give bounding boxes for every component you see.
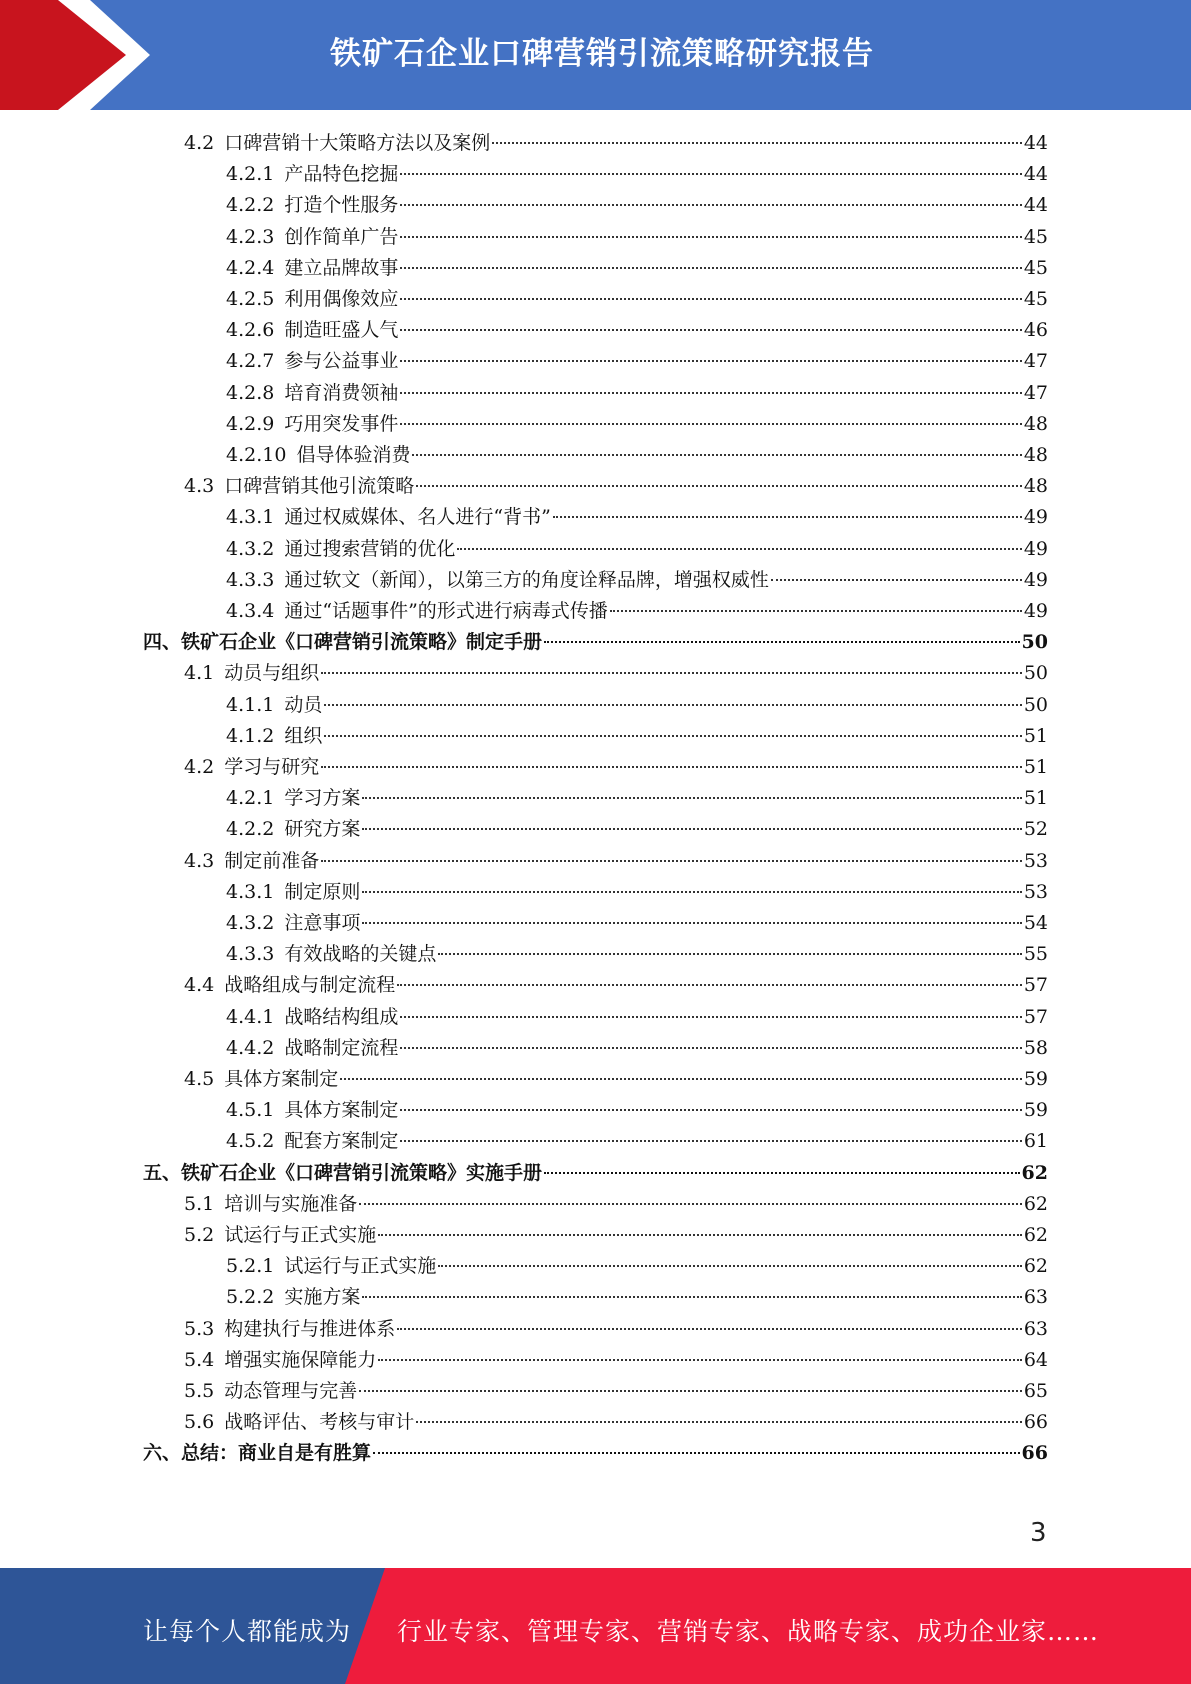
toc-dot-leader [378, 1359, 1022, 1361]
toc-dot-leader [400, 392, 1021, 394]
toc-entry-number: 4.2 [184, 756, 215, 778]
toc-dot-leader [359, 1390, 1022, 1392]
toc-entry[interactable] [184, 752, 1048, 783]
toc-dot-leader [400, 1109, 1021, 1111]
toc-dot-leader [400, 173, 1021, 175]
toc-entry-number: 4.3.3 [226, 568, 275, 591]
toc-entry-number: 5.3 [184, 1317, 215, 1340]
toc-entry[interactable] [184, 970, 1048, 1001]
toc-entry[interactable] [184, 658, 1048, 689]
toc-entry[interactable] [226, 315, 1048, 346]
toc-entry[interactable] [226, 159, 1048, 190]
toc-entry-title: 制定前准备 [224, 849, 320, 872]
toc-entry-number: 4.3.1 [226, 880, 275, 903]
toc-entry-page: 51 [1023, 724, 1048, 747]
toc-entry-title: 口碑营销十大策略方法以及案例 [224, 132, 491, 154]
toc-entry-title: 学习方案 [284, 787, 361, 810]
document-title: 铁矿石企业口碑营销引流策略研究报告 [330, 36, 874, 72]
toc-entry[interactable] [184, 1064, 1048, 1095]
toc-entry-number: 4.3.3 [226, 943, 275, 966]
toc-entry-page: 54 [1023, 912, 1048, 934]
toc-entry-title: 战略制定流程 [284, 1036, 399, 1059]
toc-dot-leader [553, 516, 1022, 518]
toc-dot-leader [362, 828, 1021, 830]
toc-entry-number: 4.2.8 [226, 381, 275, 404]
toc-entry[interactable] [226, 346, 1048, 377]
toc-entry-number: 4.1 [184, 662, 215, 685]
toc-entry-title: 产品特色挖掘 [284, 163, 399, 186]
toc-dot-leader [492, 142, 1022, 144]
toc-entry[interactable] [226, 1126, 1048, 1157]
toc-entry-title: 构建执行与推进体系 [224, 1317, 396, 1340]
toc-entry-page: 66 [1021, 1442, 1048, 1465]
toc-entry-title: 有效战略的关键点 [284, 943, 437, 966]
toc-entry-page: 48 [1023, 444, 1048, 466]
toc-dot-leader [340, 1078, 1022, 1080]
toc-entry-title: 六、总结：商业自是有胜算 [143, 1442, 372, 1465]
toc-entry-number: 5.4 [184, 1348, 215, 1371]
toc-entry-page: 66 [1023, 1411, 1048, 1434]
toc-entry-title: 学习与研究 [224, 756, 320, 778]
toc-entry-number: 4.3.4 [226, 600, 275, 622]
toc-entry-page: 57 [1023, 974, 1048, 997]
toc-entry-number: 4.3.2 [226, 537, 275, 560]
toc-entry-number: 5.2.1 [226, 1255, 275, 1278]
toc-entry-title: 实施方案 [284, 1286, 361, 1309]
toc-entry-page: 47 [1023, 381, 1048, 404]
toc-entry-number: 4.2.2 [226, 194, 275, 217]
toc-dot-leader [321, 766, 1022, 768]
toc-entry[interactable] [226, 1033, 1048, 1064]
toc-entry-title: 参与公益事业 [284, 350, 399, 373]
toc-dot-leader [324, 704, 1021, 706]
toc-entry[interactable] [184, 1407, 1048, 1438]
toc-entry[interactable] [226, 565, 1048, 596]
toc-entry[interactable] [226, 409, 1048, 440]
toc-dot-leader [610, 610, 1022, 612]
toc-entry[interactable] [184, 1376, 1048, 1407]
toc-entry[interactable] [184, 1314, 1048, 1345]
toc-entry-title: 创作简单广告 [284, 225, 399, 248]
toc-entry-number: 4.2.1 [226, 163, 275, 186]
toc-entry-number: 4.2.4 [226, 256, 275, 279]
toc-dot-leader [416, 1421, 1022, 1423]
toc-entry-number: 4.3.1 [226, 506, 275, 529]
toc-entry-number: 4.4 [184, 974, 215, 997]
toc-entry-title: 建立品牌故事 [284, 256, 399, 279]
toc-dot-leader [400, 267, 1021, 269]
toc-entry[interactable] [226, 534, 1048, 565]
toc-entry-number: 5.2 [184, 1224, 215, 1246]
toc-entry-page: 48 [1023, 412, 1048, 435]
toc-entry[interactable] [184, 128, 1048, 159]
toc-dot-leader [362, 797, 1021, 799]
toc-entry-page: 58 [1023, 1036, 1048, 1059]
toc-dot-leader [400, 1047, 1021, 1049]
toc-entry-page: 50 [1023, 662, 1048, 685]
toc-entry-page: 44 [1023, 194, 1048, 217]
toc-entry[interactable] [184, 1345, 1048, 1376]
toc-entry-title: 配套方案制定 [284, 1130, 399, 1153]
toc-entry[interactable] [226, 253, 1048, 284]
toc-dot-leader [378, 1234, 1022, 1236]
toc-entry-page: 55 [1023, 943, 1048, 966]
toc-entry[interactable] [226, 596, 1048, 627]
toc-entry-page: 45 [1023, 225, 1048, 248]
toc-entry[interactable] [226, 1095, 1048, 1126]
footer-banner [0, 1568, 1191, 1684]
toc-entry-title: 制造旺盛人气 [284, 319, 399, 342]
toc-dot-leader [324, 735, 1021, 737]
toc-entry-page: 50 [1021, 631, 1048, 654]
toc-dot-leader [544, 1172, 1020, 1174]
toc-entry-page: 63 [1023, 1317, 1048, 1340]
toc-entry-page: 49 [1023, 600, 1048, 622]
toc-entry-number: 4.4.1 [226, 1005, 275, 1028]
toc-entry[interactable] [226, 284, 1048, 315]
toc-entry-title: 具体方案制定 [284, 1099, 399, 1122]
toc-entry[interactable] [226, 814, 1048, 845]
toc-entry-number: 4.2 [184, 132, 215, 154]
toc-entry-number: 4.2.1 [226, 787, 275, 810]
toc-entry-title: 口碑营销其他引流策略 [224, 475, 415, 498]
footer-slogan-right: 行业专家、管理专家、营销专家、战略专家、成功企业家…… [397, 1617, 1100, 1646]
toc-entry-title: 研究方案 [284, 818, 361, 841]
toc-entry-title: 通过搜索营销的优化 [284, 537, 456, 560]
toc-entry[interactable] [226, 1251, 1048, 1282]
toc-dot-leader [362, 922, 1021, 924]
toc-dot-leader [416, 485, 1022, 487]
toc-entry-title: 战略结构组成 [284, 1005, 399, 1028]
toc-entry-number: 4.3 [184, 475, 215, 498]
toc-entry-page: 44 [1023, 163, 1048, 186]
toc-entry-page: 49 [1023, 506, 1048, 529]
toc-entry-title: 打造个性服务 [284, 194, 399, 217]
toc-entry-title: 通过软文（新闻），以第三方的角度诠释品牌，增强权威性 [284, 568, 769, 591]
toc-entry-page: 63 [1023, 1286, 1048, 1309]
toc-entry-page: 53 [1023, 849, 1048, 872]
toc-entry-title: 五、铁矿石企业《口碑营销引流策略》实施手册 [143, 1161, 543, 1184]
toc-entry-number: 5.5 [184, 1380, 215, 1402]
toc-entry-number: 4.2.3 [226, 225, 275, 248]
toc-entry-title: 培训与实施准备 [224, 1192, 358, 1215]
toc-entry-number: 5.1 [184, 1192, 215, 1215]
toc-entry-page: 53 [1023, 880, 1048, 903]
toc-dot-leader [362, 1296, 1021, 1298]
toc-entry-number: 4.5 [184, 1068, 215, 1090]
toc-entry[interactable] [184, 471, 1048, 502]
toc-dot-leader [359, 1203, 1022, 1205]
toc-entry-number: 4.2.10 [226, 444, 287, 466]
toc-dot-leader [457, 548, 1021, 550]
toc-entry-title: 通过“话题事件”的形式进行病毒式传播 [284, 600, 608, 622]
toc-entry-page: 45 [1023, 288, 1048, 310]
toc-entry-title: 利用偶像效应 [284, 288, 399, 310]
toc-entry-number: 4.5.1 [226, 1099, 275, 1122]
toc-dot-leader [400, 1016, 1021, 1018]
toc-entry[interactable] [226, 190, 1048, 221]
footer-slogan-left: 让每个人都能成为 [143, 1617, 352, 1646]
toc-entry-number: 4.1.1 [226, 693, 275, 716]
toc-entry-number: 4.2.2 [226, 818, 275, 841]
toc-entry-title: 试运行与正式实施 [224, 1224, 377, 1246]
toc-entry-page: 48 [1023, 475, 1048, 498]
toc-entry-page: 45 [1023, 256, 1048, 279]
toc-entry-title: 动态管理与完善 [224, 1380, 358, 1402]
toc-entry[interactable] [226, 1282, 1048, 1313]
toc-entry-number: 4.4.2 [226, 1036, 275, 1059]
toc-entry[interactable] [226, 378, 1048, 409]
toc-entry-page: 57 [1023, 1005, 1048, 1028]
toc-entry-page: 62 [1023, 1224, 1048, 1246]
toc-dot-leader [438, 953, 1021, 955]
toc-entry-title: 试运行与正式实施 [284, 1255, 437, 1278]
toc-dot-leader [373, 1452, 1020, 1454]
toc-entry-number: 4.3.2 [226, 912, 275, 934]
toc-dot-leader [321, 860, 1022, 862]
toc-entry-title: 注意事项 [284, 912, 361, 934]
toc-entry-title: 四、铁矿石企业《口碑营销引流策略》制定手册 [143, 631, 543, 654]
toc-entry[interactable] [226, 908, 1048, 939]
toc-entry-number: 5.2.2 [226, 1286, 275, 1309]
toc-entry-page: 59 [1023, 1068, 1048, 1090]
toc-dot-leader [400, 329, 1021, 331]
toc-dot-leader [400, 236, 1021, 238]
toc-entry[interactable] [226, 721, 1048, 752]
toc-entry-title: 战略评估、考核与审计 [224, 1411, 415, 1434]
toc-entry[interactable] [226, 877, 1048, 908]
toc-entry-title: 动员与组织 [224, 662, 320, 685]
toc-dot-leader [771, 579, 1022, 581]
toc-dot-leader [321, 672, 1022, 674]
toc-entry-title: 战略组成与制定流程 [224, 974, 396, 997]
toc-dot-leader [400, 360, 1021, 362]
toc-dot-leader [412, 454, 1021, 456]
toc-dot-leader [400, 1140, 1021, 1142]
toc-entry[interactable] [184, 1189, 1048, 1220]
toc-entry-number: 4.2.7 [226, 350, 275, 373]
toc-entry[interactable] [226, 783, 1048, 814]
toc-entry-number: 4.1.2 [226, 724, 275, 747]
toc-entry[interactable] [226, 222, 1048, 253]
toc-entry-page: 61 [1023, 1130, 1048, 1153]
toc-entry-page: 51 [1023, 756, 1048, 778]
toc-entry[interactable] [143, 627, 1048, 658]
toc-entry-title: 制定原则 [284, 880, 361, 903]
toc-entry-title: 具体方案制定 [224, 1068, 339, 1090]
toc-dot-leader [362, 891, 1021, 893]
toc-entry-page: 59 [1023, 1099, 1048, 1122]
toc-dot-leader [438, 1265, 1021, 1267]
toc-dot-leader [400, 423, 1021, 425]
toc-entry[interactable] [226, 502, 1048, 533]
toc-dot-leader [400, 204, 1021, 206]
toc-entry[interactable] [184, 846, 1048, 877]
toc-entry-page: 47 [1023, 350, 1048, 373]
toc-entry-title: 动员 [284, 693, 323, 716]
header-banner [0, 0, 1191, 110]
toc-entry[interactable] [226, 440, 1048, 471]
toc-dot-leader [397, 1328, 1022, 1330]
toc-entry-page: 44 [1023, 132, 1048, 154]
toc-entry-number: 4.2.9 [226, 412, 275, 435]
toc-entry[interactable] [226, 1002, 1048, 1033]
toc-entry[interactable] [143, 1438, 1048, 1469]
toc-entry[interactable] [226, 939, 1048, 970]
toc-entry-page: 49 [1023, 537, 1048, 560]
page-number: 3 [1030, 1518, 1047, 1548]
toc-entry-number: 4.2.5 [226, 288, 275, 310]
toc-entry-page: 62 [1021, 1161, 1048, 1184]
toc-entry-page: 46 [1023, 319, 1048, 342]
toc-entry-page: 50 [1023, 693, 1048, 716]
toc-dot-leader [400, 298, 1021, 300]
toc-dot-leader [544, 641, 1020, 643]
toc-entry-number: 4.5.2 [226, 1130, 275, 1153]
toc-entry-page: 64 [1023, 1348, 1048, 1371]
toc-entry[interactable] [184, 1220, 1048, 1251]
toc-entry-page: 52 [1023, 818, 1048, 841]
toc-entry-number: 4.2.6 [226, 319, 275, 342]
toc-dot-leader [397, 984, 1022, 986]
toc-entry-page: 49 [1023, 568, 1048, 591]
toc-entry-title: 增强实施保障能力 [224, 1348, 377, 1371]
toc-entry-title: 组织 [284, 724, 323, 747]
toc-entry-number: 4.3 [184, 849, 215, 872]
toc-entry-title: 倡导体验消费 [296, 444, 411, 466]
toc-entry[interactable] [226, 690, 1048, 721]
toc-entry-page: 65 [1023, 1380, 1048, 1402]
toc-entry-title: 巧用突发事件 [284, 412, 399, 435]
toc-entry-page: 51 [1023, 787, 1048, 810]
toc-entry-page: 62 [1023, 1255, 1048, 1278]
toc-entry[interactable] [143, 1158, 1048, 1189]
toc-entry-title: 培育消费领袖 [284, 381, 399, 404]
toc-entry-number: 5.6 [184, 1411, 215, 1434]
toc-entry-page: 62 [1023, 1192, 1048, 1215]
toc-entry-title: 通过权威媒体、名人进行“背书” [284, 506, 551, 529]
